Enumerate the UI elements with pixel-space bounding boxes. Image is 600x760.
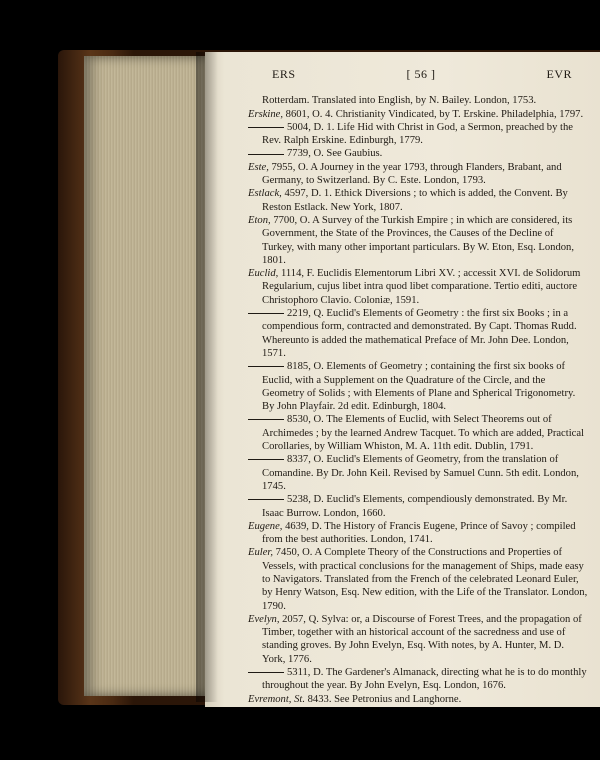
catalog-entry — [248, 666, 588, 693]
catalog-entry — [248, 413, 588, 453]
catalog-entry — [248, 693, 588, 706]
ditto-rule — [248, 499, 284, 500]
page-number: [ 56 ] — [406, 67, 436, 81]
catalog-entry — [248, 121, 588, 148]
entry-text: 2057, Q. Sylva: or, a Discourse of Forest Trees, and the propagation of Timber, together with an historical account of the sacredness and use of standing groves. By John Evelyn, Esq. With notes, by A. Hunter, M. D. York, 1776. — [262, 613, 582, 665]
catalog-entry — [248, 161, 588, 188]
entry-text: 5004, D. 1. Life Hid with Christ in God, a Sermon, preached by the Rev. Ralph Erskine. Edinburgh, 1779. — [262, 121, 573, 147]
entry-author: Eugene, — [248, 520, 283, 532]
catalog-entry — [248, 187, 588, 214]
ditto-rule — [248, 366, 284, 367]
entry-text: 5311, D. The Gardener's Almanack, directing what he is to do monthly throughout the year. By John Evelyn, Esq. London, 1676. — [262, 667, 587, 692]
entry-author: Euler, — [248, 547, 274, 559]
entry-text: 1114, F. Euclidis Elementorum Libri XV. ; accessit XVI. de Solidorum Regularium, cujus libet intra quod libet comparatione. Tertio editi, auctore Christophoro Clavio. Coloniæ, 1591. — [262, 268, 581, 306]
entry-author: Este, — [248, 161, 269, 173]
page-text — [248, 68, 588, 706]
entry-author: Euclid, — [248, 268, 279, 280]
entry-text: 7739, O. See Gaubius. — [287, 148, 383, 160]
ditto-rule — [248, 313, 284, 314]
catalog-entry — [248, 214, 588, 267]
entry-author: Estlack, — [248, 188, 282, 200]
entry-text: 5238, D. Euclid's Elements, compendiously demonstrated. By Mr. Isaac Burrow. London, 1660. — [262, 494, 568, 519]
entry-text: 8601, O. 4. Christianity Vindicated, by T. Erskine. Philadelphia, 1797. — [283, 108, 584, 120]
entry-text: 8530, O. The Elements of Euclid, with Select Theorems out of Archimedes ; by the learned Andrew Tacquet. To which are added, Practical Corollaries, by William Whiston, M. A. 11th edit. Dublin, 1791. — [262, 414, 584, 453]
catalog-entry — [248, 108, 588, 121]
catalog-entry — [248, 360, 588, 413]
catalog-entry — [248, 546, 588, 612]
catalog-entry — [248, 267, 588, 307]
entry-author: Evremont, St. — [248, 693, 305, 705]
entry-author: Evelyn, — [248, 613, 280, 625]
header-left: ERS — [272, 67, 296, 81]
catalog-entry — [248, 147, 588, 160]
gutter-shadow — [196, 52, 218, 702]
running-header — [272, 68, 572, 81]
entry-author: Erskine, — [248, 108, 284, 120]
entry-text: 2219, Q. Euclid's Elements of Geometry : the first six Books ; in a compendious form, contracted and demonstrated. By Capt. Thomas Rudd. Whereunto is added the mathematical Preface of Mr. John Dee. London, 1571. — [262, 308, 577, 359]
catalog-entry — [248, 453, 588, 493]
entry-text: 7700, O. A Survey of the Turkish Empire ; in which are considered, its Government, the State of the Provinces, the Causes of the Decline of Turkey, with many other important particulars. By W. Eton, Esq. London, 1801. — [262, 214, 574, 266]
entry-author: Eton, — [248, 214, 271, 226]
catalog-entry — [248, 493, 588, 520]
entry-text: 4597, D. 1. Ethick Diversions ; to which is added, the Convent. By Reston Estlack. New York, 1807. — [262, 188, 568, 213]
ditto-rule — [248, 459, 284, 460]
catalog-entry — [248, 613, 588, 666]
ditto-rule — [248, 672, 284, 673]
entry-text: 7955, O. A Journey in the year 1793, through Flanders, Brabant, and Germany, to Switzerland. By C. Este. London, 1793. — [262, 161, 562, 187]
entry-text: 8337, O. Euclid's Elements of Geometry, from the translation of Comandine. By Dr. John Keil. Revised by Samuel Cunn. 5th edit. London, 1745. — [262, 454, 579, 492]
page-edges — [84, 56, 208, 696]
ditto-rule — [248, 419, 284, 420]
catalog-entries — [248, 94, 588, 706]
entry-text: 4639, D. The History of Francis Eugene, Prince of Savoy ; compiled from the best authorities. London, 1741. — [262, 520, 576, 546]
catalog-entry — [248, 307, 588, 360]
entry-text: 8433. See Petronius and Langhorne. — [304, 693, 462, 705]
ditto-rule — [248, 127, 284, 128]
ditto-rule — [248, 154, 284, 155]
entry-text: Rotterdam. Translated into English, by N. Bailey. London, 1753. — [262, 95, 537, 107]
catalog-entry — [248, 520, 588, 547]
header-right: EVR — [546, 67, 572, 81]
entry-text: 8185, O. Elements of Geometry ; containing the first six books of Euclid, with a Supplement on the Quadrature of the Circle, and the Geometry of Solids ; with Elements of Plane and Spherical Trigonometry. By John Playfair. 2d edit. Edinburgh, 1804. — [262, 361, 576, 413]
catalog-entry — [248, 94, 588, 107]
entry-text: 7450, O. A Complete Theory of the Constructions and Properties of Vessels, with practical conclusions for the management of Ships, made easy to Navigators. Translated from the French of the celebrated Leonard Euler, by Henry Watson, Esq. New edition, with the Life of the Translator. London, 1790. — [262, 547, 588, 612]
